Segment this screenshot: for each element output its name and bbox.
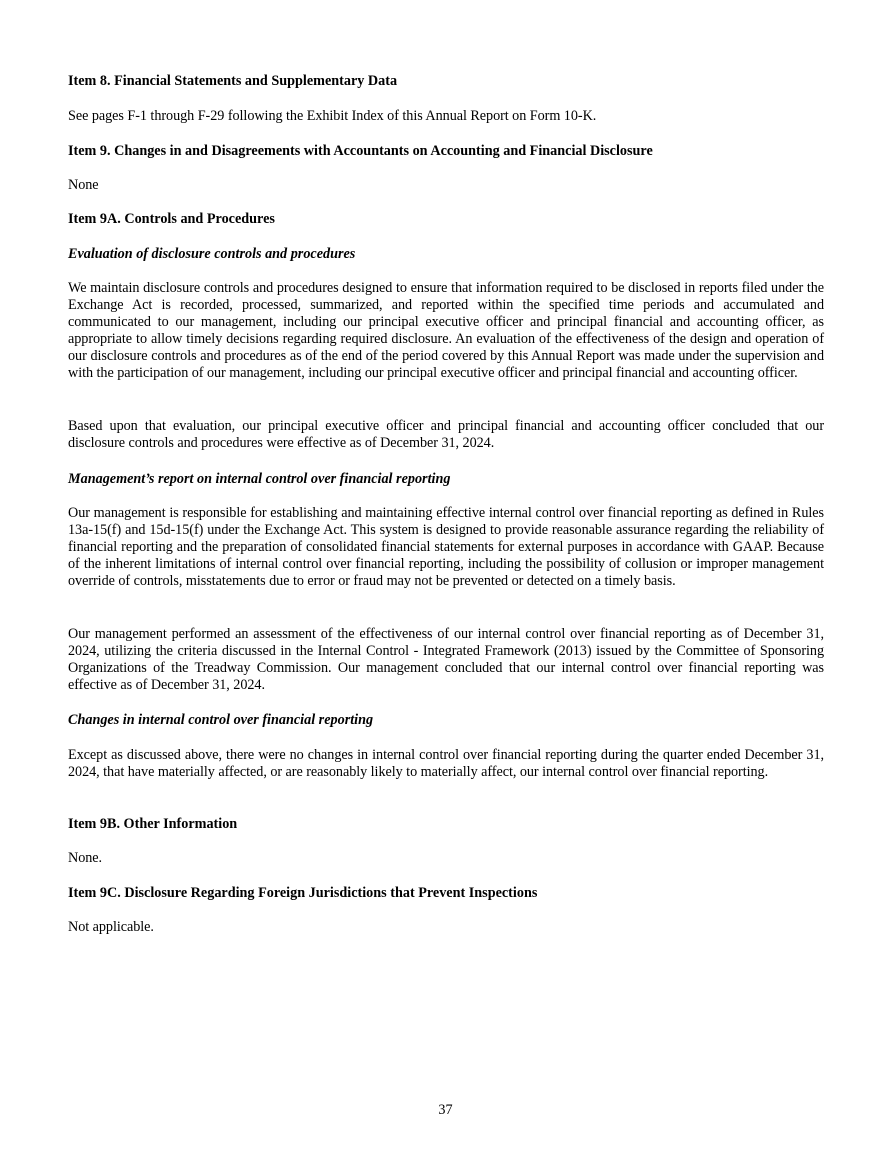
item-9-text: None	[68, 177, 99, 193]
item-8-text: See pages F-1 through F-29 following the Exhibit Index of this Annual Report on Form 10-K.	[68, 108, 597, 124]
evaluation-paragraph-1: We maintain disclosure controls and procedures designed to ensure that information required to be disclosed in reports filed under the Exchange Act is recorded, processed, summarized, and reported within the specified time periods and accumulated and communicated to our management, including our principal executive officer and principal financial and accounting officer, as appropriate to allow timely decisions regarding required disclosure. An evaluation of the effectiveness of the design and operation of our disclosure controls and procedures as of the end of the period covered by this Annual Report was made under the supervision and with the participation of our management, including our principal executive officer and principal financial and accounting officer.	[68, 280, 824, 381]
item-8-heading: Item 8. Financial Statements and Supplementary Data	[68, 73, 398, 89]
item-9a-heading: Item 9A. Controls and Procedures	[68, 211, 275, 227]
management-report-paragraph-2: Our management performed an assessment of the effectiveness of our internal control over financial reporting as of December 31, 2024, utilizing the criteria discussed in the Internal Control - Integrated Framework (2013) issued by the Committee of Sponsoring Organizations of the Treadway Commission. Our management concluded that our internal control over financial reporting was effective as of December 31, 2024.	[68, 626, 824, 693]
item-9b-heading: Item 9B. Other Information	[68, 816, 238, 832]
evaluation-subheading: Evaluation of disclosure controls and procedures	[68, 246, 356, 262]
item-9b-text: None.	[68, 850, 103, 866]
document-page	[68, 0, 824, 1161]
changes-subheading: Changes in internal control over financial reporting	[68, 712, 374, 728]
page-number: 37	[438, 1102, 453, 1118]
changes-paragraph: Except as discussed above, there were no changes in internal control over financial reporting during the quarter ended December 31, 2024, that have materially affected, or are reasonably likely to materially affect, our internal control over financial reporting.	[68, 747, 824, 780]
item-9c-heading: Item 9C. Disclosure Regarding Foreign Jurisdictions that Prevent Inspections	[68, 885, 538, 901]
evaluation-paragraph-2: Based upon that evaluation, our principal executive officer and principal financial and accounting officer concluded that our disclosure controls and procedures were effective as of December 31, 2024.	[68, 418, 824, 451]
item-9-heading: Item 9. Changes in and Disagreements with Accountants on Accounting and Financial Disclosure	[68, 143, 653, 159]
item-9c-text: Not applicable.	[68, 919, 154, 935]
management-report-paragraph-1: Our management is responsible for establishing and maintaining effective internal control over financial reporting as defined in Rules 13a-15(f) and 15d-15(f) under the Exchange Act. This system is designed to provide reasonable assurance regarding the reliability of financial reporting and the preparation of consolidated financial statements for external purposes in accordance with GAAP. Because of the inherent limitations of internal control over financial reporting, including the possibility of collusion or improper management override of controls, misstatements due to error or fraud may not be prevented or detected on a timely basis.	[68, 505, 824, 589]
management-report-subheading: Management’s report on internal control over financial reporting	[68, 471, 451, 487]
